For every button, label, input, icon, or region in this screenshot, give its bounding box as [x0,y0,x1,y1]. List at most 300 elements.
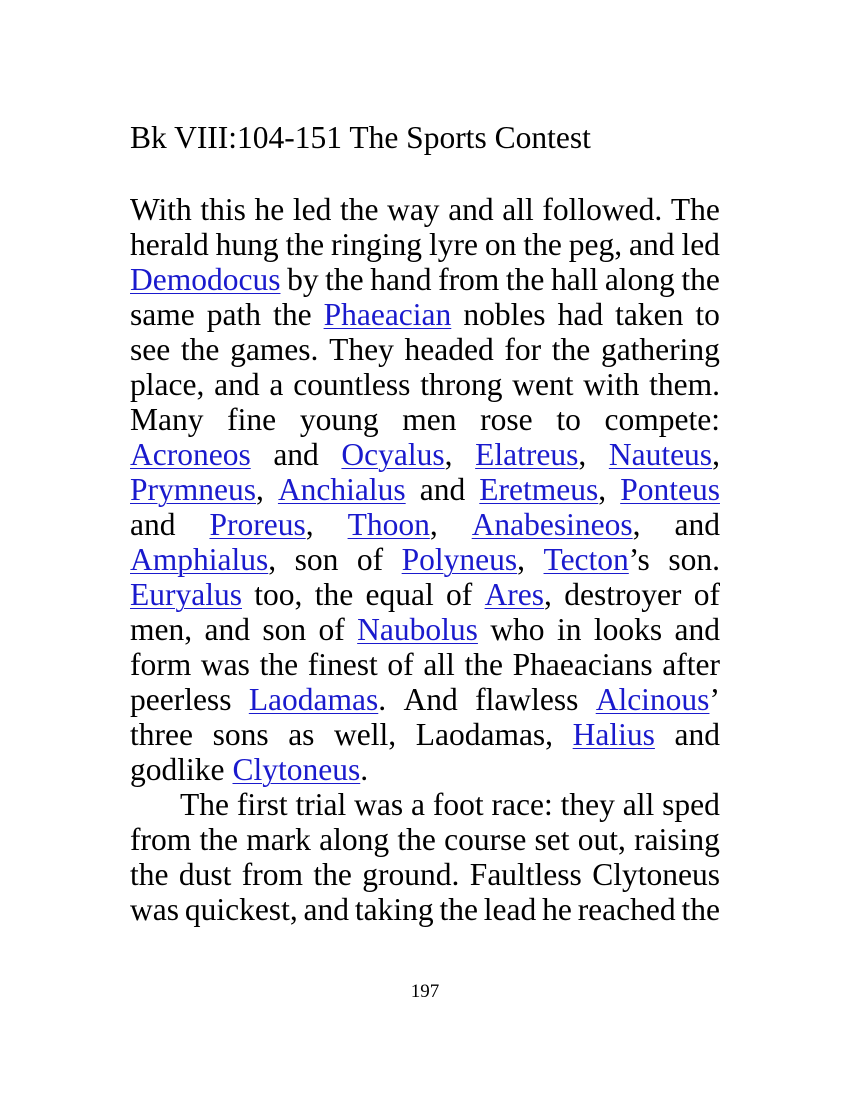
word [463,297,545,332]
page-number: 197 [410,981,440,1002]
glossary-link[interactable]: Alcinous [595,682,710,717]
word-text: on [484,227,517,262]
word-text: hung [215,227,279,262]
word [535,822,570,857]
word [564,577,681,612]
word-text: of [318,612,345,647]
punctuation: , [578,437,587,472]
text-line [130,332,720,367]
word [273,297,311,332]
word [216,227,279,262]
word [130,542,276,577]
glossary-link[interactable]: Ponteus [620,472,720,507]
text-line [130,402,720,437]
word [227,402,276,437]
word [446,577,472,612]
word-text: And [403,682,458,717]
word [201,647,250,682]
word-text: of [387,647,414,682]
word [578,822,626,857]
word-text: gathering [600,332,720,367]
word-text: quickest, [184,892,298,927]
word [319,822,389,857]
word-text: godlike [130,752,225,787]
glossary-link[interactable]: Anabesineos [471,507,633,542]
word [300,402,379,437]
glossary-link[interactable]: Elatreus [475,437,579,472]
punctuation: , [598,472,607,507]
word [512,367,573,402]
word [668,542,720,577]
punctuation: , [444,437,453,472]
word [569,227,622,262]
word-text: all [423,647,455,682]
word-text: and [674,507,720,542]
word [254,577,302,612]
word [605,402,720,437]
word [675,612,720,647]
word [348,507,438,542]
glossary-link[interactable]: Demodocus [130,262,281,297]
word-text: trial [295,787,347,822]
punctuation: , [305,507,314,542]
word [439,892,477,927]
glossary-link[interactable]: Halius [572,717,655,752]
word-text: the [397,822,436,857]
word-text: son [262,612,307,647]
word-text: from [241,857,304,892]
word [262,612,306,647]
word [544,542,650,577]
word [130,717,193,752]
word-text: Phaeacians [512,647,653,682]
word [214,367,259,402]
word-text: was [130,892,179,927]
glossary-link[interactable]: Amphialus [130,542,269,577]
word-text: With [130,192,192,227]
word [130,472,264,507]
word [213,717,269,752]
word [242,857,303,892]
word-text: led [681,227,720,262]
word [429,227,478,262]
word-text: dust [178,857,232,892]
word-text: course [444,822,527,857]
word-text: by [287,262,319,297]
word-text: race: [491,787,553,822]
glossary-link[interactable]: Laodamas [248,682,379,717]
word-text: nobles [463,297,546,332]
word [324,297,452,332]
glossary-link[interactable]: Euryalus [130,577,242,612]
word [472,507,641,542]
word [130,647,191,682]
punctuation: , [632,507,641,542]
word-text: in [556,612,582,647]
word-text: and [204,612,250,647]
text-line [130,192,720,227]
word [551,262,598,297]
word-text: of [446,577,473,612]
word [623,787,655,822]
word-text: son [294,542,339,577]
word [601,332,720,367]
word-text: lyre [428,227,478,262]
word-text: Clytoneus [592,857,720,892]
word [304,892,349,927]
word [288,717,314,752]
word [334,717,396,752]
word [444,822,526,857]
word [681,227,719,262]
word [448,192,493,227]
glossary-link[interactable]: Prymneus [130,472,256,507]
word [475,437,586,472]
text-line [130,262,720,297]
word [362,857,459,892]
word-text: games. [230,332,319,367]
word-text: peg, [568,227,623,262]
word [308,647,378,682]
word [615,297,683,332]
word [354,787,403,822]
word-text: of [356,542,384,577]
word [433,787,484,822]
glossary-link[interactable]: Naubolus [357,612,478,647]
word [130,192,192,227]
word-text: the [464,647,503,682]
word [130,402,204,437]
word-text: who [490,612,545,647]
word-text: a [269,367,284,402]
word-text: same [130,297,195,332]
text-line [130,647,720,682]
word [485,227,517,262]
word [249,682,386,717]
word [470,857,582,892]
word-text: fine [227,402,277,437]
glossary-link[interactable]: Nauteus [608,437,713,472]
word [237,787,288,822]
word [130,822,191,857]
word [130,752,225,787]
word-text: along [319,822,390,857]
text-line [130,577,720,612]
glossary-link[interactable]: Acroneos [130,437,251,472]
word [662,787,720,822]
word [341,437,452,472]
word-text: three [130,717,193,752]
word-text: to [556,402,581,437]
word [278,472,406,507]
word [404,682,458,717]
word-text: well, [334,717,397,752]
punctuation: ’ [709,682,720,717]
word [402,402,456,437]
word-text: equal [365,577,434,612]
word [502,192,534,227]
word-text: ground. [362,857,460,892]
word-text: and [214,367,260,402]
word [402,542,525,577]
word [209,507,313,542]
word-text: the [273,297,312,332]
word [319,612,345,647]
text-line [130,787,720,822]
punctuation: , [429,507,438,542]
word [287,262,319,297]
word-text: the [285,227,325,262]
word-text: young [299,402,379,437]
word [293,367,410,402]
word [411,787,425,822]
word [556,402,581,437]
word [286,227,324,262]
word [484,892,536,927]
word-text: countless [293,367,411,402]
word-text: and [273,437,319,472]
word-text: the [180,332,220,367]
word [438,262,499,297]
word-text: reached [577,892,676,927]
word [255,192,285,227]
word-text: way [387,192,440,227]
word [130,437,251,472]
word [671,192,720,227]
word [695,297,720,332]
word-text: They [329,332,394,367]
word-text: and [448,192,494,227]
word-text: ringing [331,227,423,262]
word [130,262,280,297]
word-text: them. [649,367,720,402]
word [357,612,478,647]
word [199,822,237,857]
word [557,612,582,647]
word [629,227,674,262]
word [130,507,175,542]
glossary-link[interactable]: Ares [484,577,545,612]
word-text: out, [577,822,626,857]
word-text: sons [212,717,269,752]
word [504,332,541,367]
word-text: and [303,892,350,927]
word [260,647,298,682]
word-text: first [236,787,288,822]
word-text: hand [370,262,432,297]
word-text: compete: [604,402,720,437]
word [542,892,572,927]
word-text: and [419,472,466,507]
word [130,577,242,612]
word [205,612,250,647]
word [130,367,204,402]
text-line [130,437,720,472]
word-text: followed. [542,192,663,227]
word-text: had [557,297,604,332]
word [694,577,720,612]
word [230,332,318,367]
word [315,577,353,612]
text-line [130,752,720,787]
word-text: the [339,192,379,227]
punctuation: ’s [628,542,650,577]
word-text: too, [254,577,303,612]
word [355,892,434,927]
word [130,332,170,367]
word-text: looks [593,612,663,647]
text-line [130,822,720,857]
word [130,892,179,927]
word-text: sped [662,787,720,822]
word [295,542,339,577]
word-text: of [693,577,720,612]
word-text: destroyer [564,577,682,612]
word-text: the [439,892,478,927]
glossary-link[interactable]: Clytoneus [232,752,361,787]
word-text: the [130,857,169,892]
word [130,857,168,892]
glossary-link[interactable]: Thoon [347,507,430,542]
glossary-link[interactable]: Polyneus [401,542,518,577]
word-text: mark [246,822,311,857]
word-text: The [180,787,229,822]
word [130,612,192,647]
word-text: along [604,262,675,297]
word-text: The [670,192,720,227]
word [573,717,655,752]
word-text: the [313,857,352,892]
glossary-link[interactable]: Tecton [543,542,629,577]
word-text: the [681,262,720,297]
word-text: throng [420,367,503,402]
word-text: the [259,647,299,682]
word-text: finest [307,647,378,682]
word [269,367,283,402]
word [273,437,318,472]
word-text: flawless [475,682,579,717]
text-line [130,367,720,402]
word-text: raising [634,822,720,857]
word-text: taking [354,892,434,927]
word [207,297,261,332]
word-text: they [560,787,615,822]
word-text: the [199,822,238,857]
word-text: the [505,262,545,297]
word [552,332,590,367]
text-line [130,472,720,507]
word-text: men, [130,612,193,647]
word [558,297,603,332]
word [681,262,719,297]
word-text: went [512,367,574,402]
word [420,472,465,507]
word [405,332,494,367]
word-text: he [542,892,572,927]
word-text: foot [432,787,484,822]
text-line [130,227,720,262]
word [387,192,439,227]
word [296,787,347,822]
word [620,472,720,507]
punctuation: . [378,682,387,717]
word [293,192,331,227]
word-text: see [130,332,171,367]
word-text: and [674,717,720,752]
text-line [130,507,720,542]
word-text: after [662,647,720,682]
word [130,297,195,332]
punctuation: , [517,542,526,577]
word [475,682,578,717]
glossary-link[interactable]: Eretmeus [479,472,599,507]
word [605,262,675,297]
word [542,192,662,227]
word [366,577,434,612]
word [329,332,394,367]
glossary-link[interactable]: Phaeacian [323,297,452,332]
word [200,192,246,227]
word [464,647,502,682]
word [596,682,720,717]
word-text: the [314,577,354,612]
word [479,472,606,507]
word-text: all [502,192,534,227]
word [609,437,720,472]
word [233,752,369,787]
word-text: son. [668,542,720,577]
word-text: all [622,787,655,822]
text-line [130,542,720,577]
word [340,192,378,227]
word-text: and [674,612,720,647]
word [594,612,662,647]
word-text: herald [130,227,209,262]
text-line [130,892,720,927]
punctuation: , [268,542,277,577]
glossary-link[interactable]: Ocyalus [341,437,445,472]
word-text: the [551,332,591,367]
word-text: peerless [130,682,232,717]
punctuation: . [360,752,369,787]
glossary-link[interactable]: Proreus [209,507,306,542]
word [492,787,553,822]
word [185,892,298,927]
word [490,612,544,647]
word-text: headed [404,332,494,367]
word [485,577,552,612]
word-text: from [130,822,192,857]
word-text: was [200,647,250,682]
text-line [130,857,720,892]
word-text: Many [130,402,204,437]
word [634,822,720,857]
word-text: the [523,227,562,262]
word [420,367,502,402]
word [130,682,231,717]
word [313,857,351,892]
text-line [130,717,720,752]
section-heading: Bk VIII:104-151 The Sports Contest [130,120,591,155]
glossary-link[interactable]: Anchialus [277,472,406,507]
word [592,857,720,892]
word [480,402,532,437]
punctuation: , [256,472,264,507]
word-text: led [292,192,332,227]
word [675,717,720,752]
word-text: Faultless [469,857,582,892]
word [130,227,209,262]
